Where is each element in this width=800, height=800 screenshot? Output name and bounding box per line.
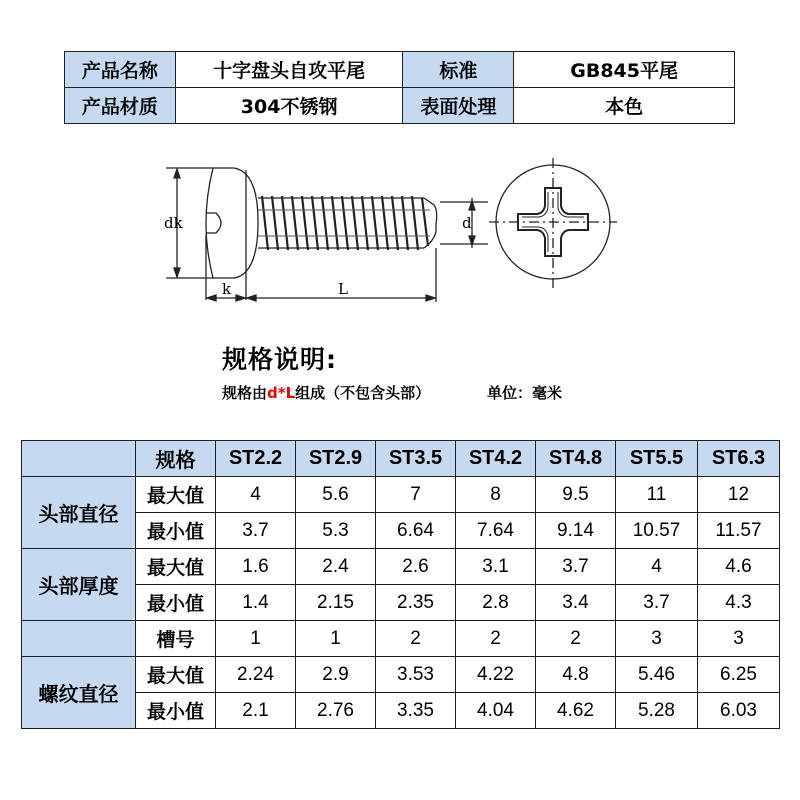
table-cell: 2.76 (296, 693, 376, 729)
table-row (22, 621, 780, 657)
table-cell: 8 (456, 477, 536, 513)
spec-note-suffix: 组成（不包含头部） (295, 384, 431, 402)
info-row (65, 88, 735, 124)
table-cell: 3.7 (216, 513, 296, 549)
material-label: 产品材质 (65, 88, 176, 124)
slot-label: 槽号 (136, 621, 216, 657)
spec-title: 规格说明: (222, 345, 337, 374)
table-cell: 2.24 (216, 657, 296, 693)
max-label: 最大值 (136, 657, 216, 693)
column-header: ST2.9 (296, 441, 376, 477)
table-cell: 5.28 (616, 693, 698, 729)
table-row (22, 477, 780, 513)
table-cell: 4.6 (698, 549, 780, 585)
table-cell: 1.6 (216, 549, 296, 585)
table-cell: 6.03 (698, 693, 780, 729)
table-cell: 11 (616, 477, 698, 513)
standard-value: GB845平尾 (514, 52, 735, 88)
table-row (22, 549, 780, 585)
table-cell: 2 (536, 621, 616, 657)
table-cell: 9.14 (536, 513, 616, 549)
table-cell: 4.8 (536, 657, 616, 693)
table-cell: 1 (296, 621, 376, 657)
length-label: L (338, 280, 348, 298)
material-value: 304不锈钢 (175, 88, 403, 124)
max-label: 最大值 (136, 477, 216, 513)
table-cell: 3.35 (376, 693, 456, 729)
dk-label: dk (164, 214, 183, 232)
table-cell: 5.46 (616, 657, 698, 693)
max-label: 最大值 (136, 549, 216, 585)
table-cell: 2.4 (296, 549, 376, 585)
table-cell: 5.6 (296, 477, 376, 513)
column-header: ST2.2 (216, 441, 296, 477)
table-cell: 3.53 (376, 657, 456, 693)
table-row (22, 513, 780, 549)
table-cell: 2 (376, 621, 456, 657)
table-cell: 4.22 (456, 657, 536, 693)
table-row (22, 657, 780, 693)
header-row (22, 441, 780, 477)
table-cell: 4.04 (456, 693, 536, 729)
min-label: 最小值 (136, 585, 216, 621)
min-label: 最小值 (136, 693, 216, 729)
info-row (65, 52, 735, 88)
screw-technical-drawing (150, 150, 650, 320)
table-cell: 3.1 (456, 549, 536, 585)
thread-diameter-group: 螺纹直径 (22, 657, 136, 729)
head-thickness-group: 头部厚度 (22, 549, 136, 621)
table-cell: 5.3 (296, 513, 376, 549)
table-cell: 1 (216, 621, 296, 657)
table-cell: 10.57 (616, 513, 698, 549)
column-header: ST4.2 (456, 441, 536, 477)
column-header: ST6.3 (698, 441, 780, 477)
product-name-value: 十字盘头自攻平尾 (175, 52, 403, 88)
header-spec-label: 规格 (136, 441, 216, 477)
table-cell: 4.62 (536, 693, 616, 729)
standard-label: 标准 (403, 52, 514, 88)
table-cell: 2.8 (456, 585, 536, 621)
surface-treatment-label: 表面处理 (403, 88, 514, 124)
spec-table (21, 440, 780, 729)
table-cell: 6.64 (376, 513, 456, 549)
table-cell: 3 (698, 621, 780, 657)
table-cell: 3.7 (616, 585, 698, 621)
table-cell: 2.1 (216, 693, 296, 729)
spec-note-formula: d*L (267, 384, 296, 402)
slot-group-empty (22, 621, 136, 657)
table-cell: 2.6 (376, 549, 456, 585)
surface-treatment-value: 本色 (514, 88, 735, 124)
table-row (22, 693, 780, 729)
table-cell: 4 (616, 549, 698, 585)
spec-note-prefix: 规格由 (222, 384, 268, 402)
table-cell: 4.3 (698, 585, 780, 621)
table-cell: 2.15 (296, 585, 376, 621)
unit-label: 单位：毫米 (487, 384, 563, 402)
column-header: ST3.5 (376, 441, 456, 477)
table-cell: 7 (376, 477, 456, 513)
table-row (22, 585, 780, 621)
table-cell: 1.4 (216, 585, 296, 621)
table-cell: 11.57 (698, 513, 780, 549)
product-info-table (64, 51, 735, 124)
column-header: ST4.8 (536, 441, 616, 477)
k-label: k (222, 280, 232, 298)
table-cell: 3 (616, 621, 698, 657)
header-empty (22, 441, 136, 477)
spec-note (222, 382, 430, 403)
thread-diameter-label: d (462, 214, 472, 232)
table-cell: 9.5 (536, 477, 616, 513)
table-cell: 12 (698, 477, 780, 513)
head-diameter-group: 头部直径 (22, 477, 136, 549)
product-name-label: 产品名称 (65, 52, 176, 88)
table-cell: 7.64 (456, 513, 536, 549)
table-cell: 2 (456, 621, 536, 657)
table-cell: 3.7 (536, 549, 616, 585)
table-cell: 4 (216, 477, 296, 513)
table-cell: 2.35 (376, 585, 456, 621)
table-cell: 3.4 (536, 585, 616, 621)
table-cell: 6.25 (698, 657, 780, 693)
table-cell: 2.9 (296, 657, 376, 693)
min-label: 最小值 (136, 513, 216, 549)
column-header: ST5.5 (616, 441, 698, 477)
